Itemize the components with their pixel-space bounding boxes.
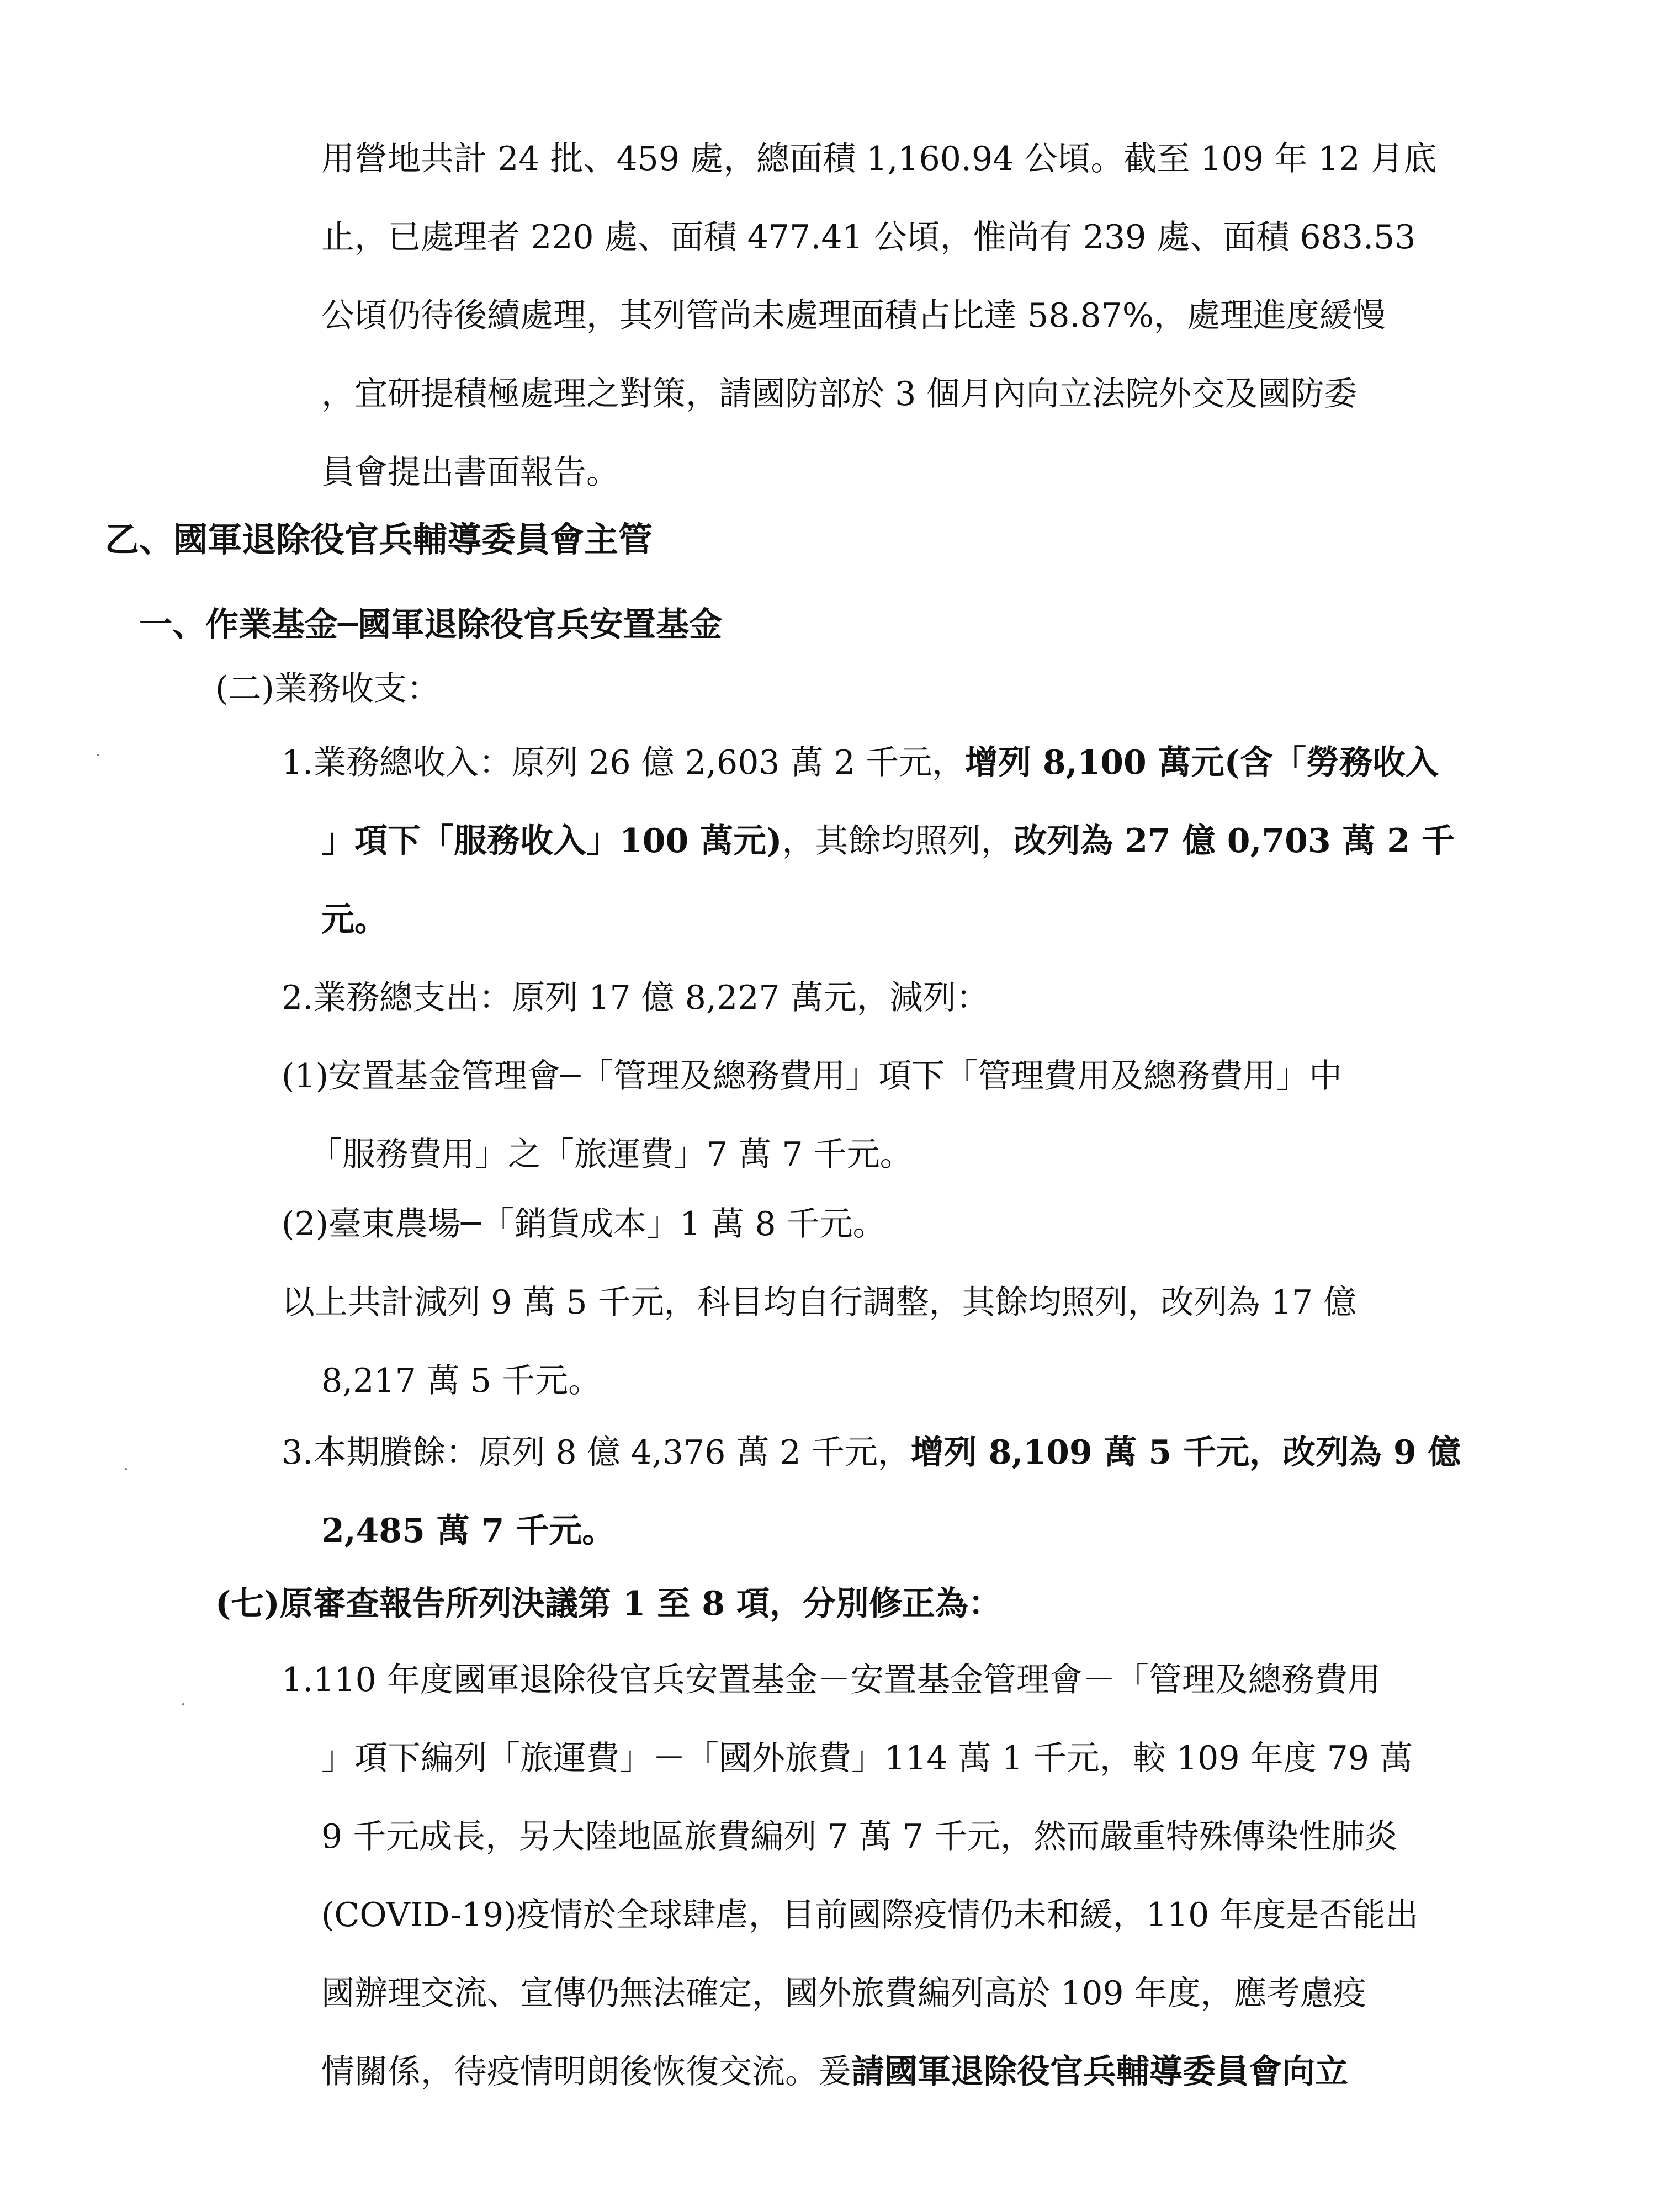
scan-speck — [182, 1703, 184, 1705]
paragraph-line: 用營地共計 24 批、459 處，總面積 1,160.94 公頃。截至 109 年 12 月底 — [321, 140, 1437, 178]
subsection-heading-2: (二)業務收支： — [215, 669, 440, 708]
paragraph-line: 公頃仍待後續處理，其列管尚未處理面積占比達 58.87%，處理進度緩慢 — [321, 296, 1386, 335]
item2-line1: 2.業務總支出：原列 17 億 8,227 萬元，減列： — [282, 979, 989, 1017]
scan-speck — [125, 1468, 127, 1470]
res1-line4: (COVID-19)疫情於全球肆虐，目前國際疫情仍未和緩，110 年度是否能出 — [321, 1896, 1419, 1934]
item2-sum-line1: 以上共計減列 9 萬 5 千元，科目均自行調整，其餘均照列，改列為 17 億 — [282, 1283, 1357, 1322]
item2-sum-line2: 8,217 萬 5 千元。 — [321, 1362, 602, 1400]
res1-line5: 國辦理交流、宣傳仍無法確定，國外旅費編列高於 109 年度，應考慮疫 — [321, 1974, 1366, 2013]
res1-line3: 9 千元成長，另大陸地區旅費編列 7 萬 7 千元，然而嚴重特殊傳染性肺炎 — [321, 1817, 1398, 1856]
item1-line1-bold: 增列 8,100 萬元(含「勞務收入 — [964, 743, 1439, 782]
res1-line2: 」項下編列「旅運費」－「國外旅費」114 萬 1 千元，較 109 年度 79 萬 — [321, 1739, 1413, 1778]
subsection-heading-1: 一、作業基金─國軍退除役官兵安置基金 — [139, 605, 723, 644]
res1-line6 — [321, 2050, 1348, 2094]
res1-line6-bold: 請國軍退除役官兵輔導委員會向立 — [851, 2053, 1348, 2091]
item2-sub1-line2: 「服務費用」之「旅運費」7 萬 7 千元。 — [309, 1135, 913, 1174]
item3-line1 — [282, 1431, 1461, 1475]
item2-sub1-line1: (1)安置基金管理會─「管理及總務費用」項下「管理費用及總務費用」中 — [282, 1057, 1343, 1096]
res1-line1: 1.110 年度國軍退除役官兵安置基金－安置基金管理會－「管理及總務費用 — [282, 1661, 1381, 1699]
item1-line2-normal: ，其餘均照列， — [782, 822, 1014, 860]
section-heading-yi: 乙、國軍退除役官兵輔導委員會主管 — [105, 519, 653, 560]
subsection-heading-7: (七)原審查報告所列決議第 1 至 8 項，分別修正為： — [215, 1584, 1001, 1623]
paragraph-line: 止，已處理者 220 處、面積 477.41 公頃，惟尚有 239 處、面積 683.53 — [321, 218, 1416, 257]
paragraph-line: ，宜研提積極處理之對策，請國防部於 3 個月內向立法院外交及國防委 — [321, 375, 1358, 413]
item2-sub2: (2)臺東農場─「銷貨成本」1 萬 8 千元。 — [282, 1205, 886, 1243]
item3-line1-normal: 3.本期賸餘：原列 8 億 4,376 萬 2 千元， — [282, 1433, 911, 1472]
item1-line2-bold: 」項下「服務收入」100 萬元) — [321, 822, 782, 860]
item1-line2-bold-end: 改列為 27 億 0,703 萬 2 千 — [1014, 822, 1455, 860]
item1-line3: 元。 — [321, 900, 388, 939]
res1-line6-normal: 情關係，待疫情明朗後恢復交流。爰 — [321, 2053, 851, 2091]
paragraph-line: 員會提出書面報告。 — [321, 453, 619, 492]
item1-line2 — [321, 819, 1455, 863]
item1-line1-normal: 1.業務總收入：原列 26 億 2,603 萬 2 千元， — [282, 743, 965, 782]
item3-line2: 2,485 萬 7 千元。 — [321, 1512, 616, 1550]
scan-speck — [97, 754, 99, 756]
item3-line1-bold: 增列 8,109 萬 5 千元，改列為 9 億 — [910, 1433, 1461, 1472]
item1-line1 — [282, 741, 1439, 785]
